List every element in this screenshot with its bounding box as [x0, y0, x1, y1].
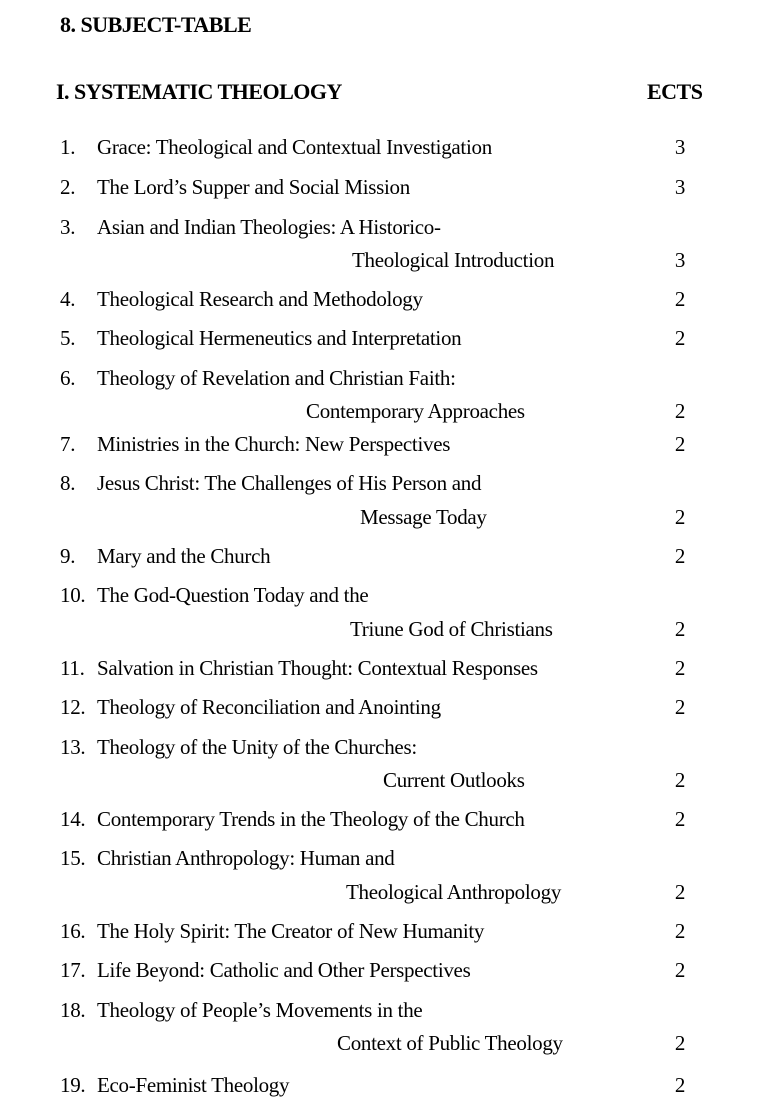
subject-title: Salvation in Christian Thought: Contextual Responses [97, 656, 538, 680]
section-heading: I. SYSTEMATIC THEOLOGY [56, 79, 342, 104]
subject-ects: 2 [674, 695, 686, 719]
subject-number: 5. [60, 326, 76, 350]
subject-title: Contemporary Trends in the Theology of the Church [97, 807, 525, 831]
subject-title-continuation: Triune God of Christians [350, 617, 553, 641]
subject-number: 7. [60, 432, 76, 456]
subject-ects: 2 [674, 617, 686, 641]
subject-number: 12. [60, 695, 86, 719]
subject-ects: 3 [674, 135, 686, 159]
subject-ects: 2 [674, 287, 686, 311]
subject-ects: 2 [674, 807, 686, 831]
subject-title: Eco-Feminist Theology [97, 1073, 290, 1097]
subject-title-continuation: Current Outlooks [383, 768, 525, 792]
subject-title: The Lord’s Supper and Social Mission [97, 175, 410, 199]
subject-ects: 2 [674, 326, 686, 350]
subject-title: Theology of Reconciliation and Anointing [97, 695, 441, 719]
subject-number: 10. [60, 583, 86, 607]
subject-number: 6. [60, 366, 76, 390]
subject-title-continuation: Message Today [360, 505, 487, 529]
subject-title: Theology of the Unity of the Churches: [97, 735, 417, 759]
subject-title: Theology of Revelation and Christian Faith: [97, 366, 456, 390]
subject-ects: 2 [674, 1031, 686, 1055]
subject-number: 2. [60, 175, 76, 199]
subject-number: 11. [60, 656, 85, 680]
subject-ects: 3 [674, 175, 686, 199]
subject-title-continuation: Theological Anthropology [346, 880, 562, 904]
subject-number: 17. [60, 958, 86, 982]
subject-number: 19. [60, 1073, 86, 1097]
subject-number: 8. [60, 471, 76, 495]
subject-number: 15. [60, 846, 86, 870]
subject-ects: 2 [674, 880, 686, 904]
subject-number: 14. [60, 807, 86, 831]
subject-ects: 2 [674, 768, 686, 792]
subject-title: Ministries in the Church: New Perspectives [97, 432, 451, 456]
subject-title: Theological Research and Methodology [97, 287, 423, 311]
subject-ects: 2 [674, 958, 686, 982]
ects-column-header: ECTS [647, 79, 703, 104]
subject-title: Jesus Christ: The Challenges of His Person and [97, 471, 482, 495]
subject-number: 4. [60, 287, 76, 311]
subject-title-continuation: Contemporary Approaches [306, 399, 525, 423]
subject-number: 18. [60, 998, 86, 1022]
subject-title: Mary and the Church [97, 544, 271, 568]
subject-ects: 2 [674, 505, 686, 529]
subject-title: Theology of People’s Movements in the [97, 998, 423, 1022]
subject-title-continuation: Theological Introduction [352, 248, 555, 272]
subject-ects: 2 [674, 1073, 686, 1097]
subject-ects: 2 [674, 656, 686, 680]
page-title: 8. SUBJECT-TABLE [60, 12, 252, 37]
subject-number: 3. [60, 215, 76, 239]
subject-title: The God-Question Today and the [97, 583, 369, 607]
subject-title: Theological Hermeneutics and Interpretation [97, 326, 462, 350]
subject-number: 16. [60, 919, 86, 943]
subject-title: Life Beyond: Catholic and Other Perspectives [97, 958, 471, 982]
subject-ects: 2 [674, 432, 686, 456]
subject-number: 1. [60, 135, 76, 159]
subject-number: 9. [60, 544, 76, 568]
subject-title: Grace: Theological and Contextual Investigation [97, 135, 492, 159]
subject-ects: 3 [674, 248, 686, 272]
subject-title: Christian Anthropology: Human and [97, 846, 395, 870]
subject-title-continuation: Context of Public Theology [337, 1031, 563, 1055]
subject-title: Asian and Indian Theologies: A Historico- [97, 215, 441, 239]
subject-ects: 2 [674, 919, 686, 943]
subject-number: 13. [60, 735, 86, 759]
subject-ects: 2 [674, 399, 686, 423]
subject-ects: 2 [674, 544, 686, 568]
subject-title: The Holy Spirit: The Creator of New Humanity [97, 919, 485, 943]
